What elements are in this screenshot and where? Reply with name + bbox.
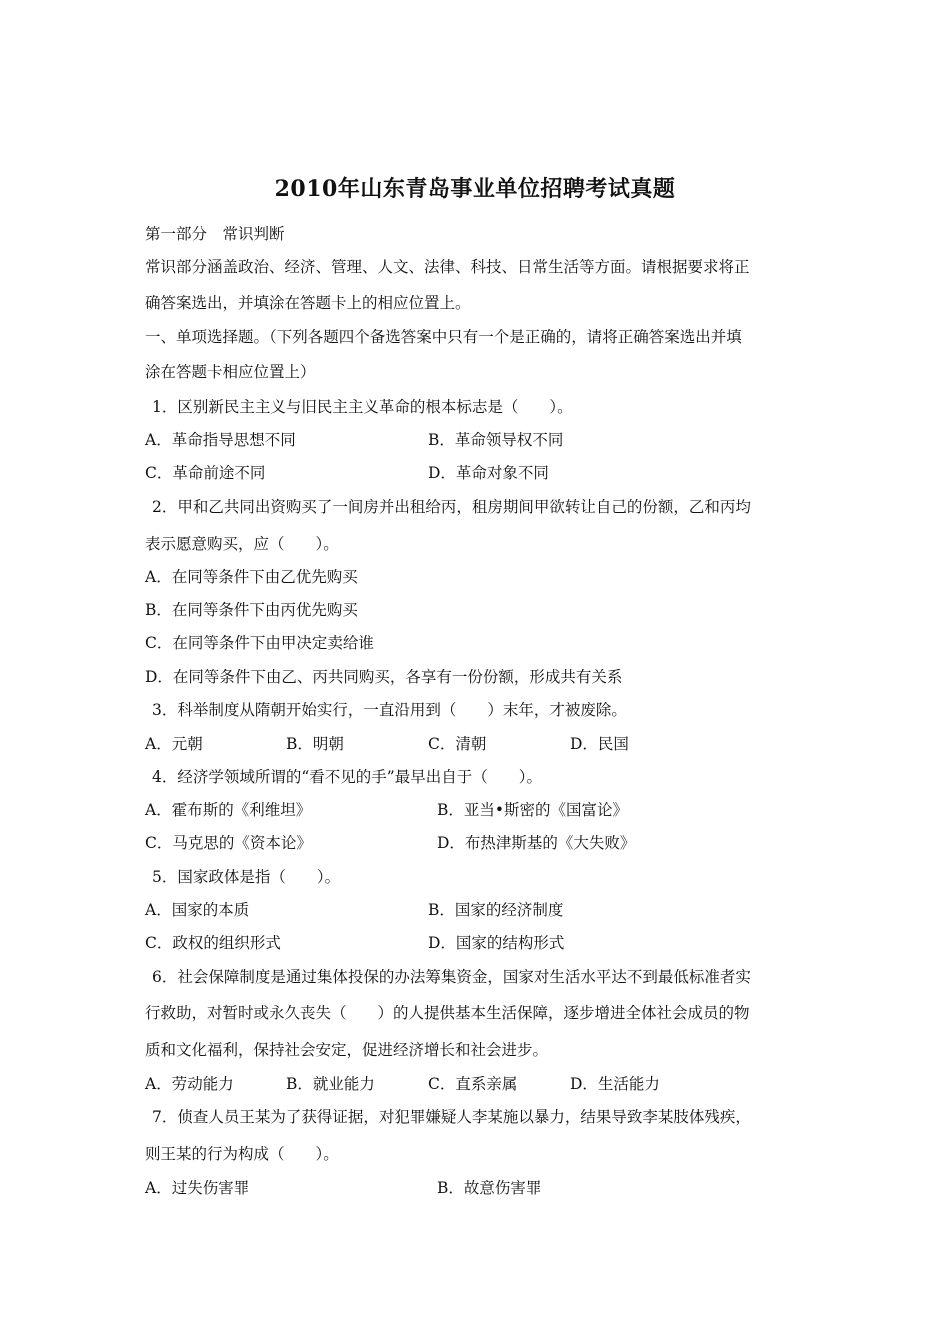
option-a: A．革命指导思想不同 <box>145 431 296 449</box>
option-b: B．就业能力 <box>286 1075 375 1093</box>
question-stem: 则王某的行为构成（ ）。 <box>145 1145 339 1163</box>
option-d: D．革命对象不同 <box>428 464 549 482</box>
question-stem: 3．科举制度从隋朝开始实行，一直沿用到（ ）末年，才被废除。 <box>152 701 627 719</box>
option-c: C．革命前途不同 <box>145 464 266 482</box>
document-title: 2010年山东青岛事业单位招聘考试真题 <box>274 176 676 202</box>
option-a: A．元朝 <box>145 735 203 753</box>
option-a: A．霍布斯的《利维坦》 <box>145 801 312 819</box>
option-b: B．明朝 <box>286 735 344 753</box>
intro-line: 常识部分涵盖政治、经济、管理、人文、法律、科技、日常生活等方面。请根据要求将正 <box>145 258 750 276</box>
option-b: B．故意伤害罪 <box>437 1179 542 1197</box>
instruction-line: 涂在答题卡相应位置上） <box>145 363 316 381</box>
option-a: A．劳动能力 <box>145 1075 234 1093</box>
question-stem: 6．社会保障制度是通过集体投保的办法筹集资金，国家对生活水平达不到最低标准者实 <box>152 968 751 986</box>
option-d: D．民国 <box>570 735 629 753</box>
instruction-line: 一、单项选择题。（下列各题四个备选答案中只有一个是正确的，请将正确答案选出并填 <box>145 328 742 346</box>
question-stem: 1．区别新民主主义与旧民主主义革命的根本标志是（ ）。 <box>152 398 573 416</box>
question-stem: 5．国家政体是指（ ）。 <box>152 868 341 886</box>
option-d: D．在同等条件下由乙、丙共同购买，各享有一份份额，形成共有关系 <box>145 668 623 686</box>
option-d: D．生活能力 <box>570 1075 660 1093</box>
question-stem: 2．甲和乙共同出资购买了一间房并出租给丙，租房期间甲欲转让自己的份额，乙和丙均 <box>152 498 751 516</box>
option-b: B．亚当•斯密的《国富论》 <box>437 801 629 819</box>
option-c: C．马克思的《资本论》 <box>145 834 312 852</box>
question-stem: 质和文化福利，保持社会安定，促进经济增长和社会进步。 <box>145 1041 549 1059</box>
option-c: C．直系亲属 <box>428 1075 518 1093</box>
option-b: B．在同等条件下由丙优先购买 <box>145 601 358 619</box>
option-b: B．国家的经济制度 <box>428 901 564 919</box>
option-a: A．国家的本质 <box>145 901 250 919</box>
option-c: C．清朝 <box>428 735 487 753</box>
section-heading: 第一部分 常识判断 <box>145 225 285 243</box>
option-a: A．在同等条件下由乙优先购买 <box>145 568 358 586</box>
option-d: D．国家的结构形式 <box>428 934 565 952</box>
option-d: D．布热津斯基的《大失败》 <box>437 834 636 852</box>
question-stem: 4．经济学领域所谓的“看不见的手”最早出自于（ ）。 <box>152 768 542 786</box>
option-c: C．政权的组织形式 <box>145 934 281 952</box>
option-b: B．革命领导权不同 <box>428 431 564 449</box>
question-stem: 7．侦查人员王某为了获得证据，对犯罪嫌疑人李某施以暴力，结果导致李某肢体残疾， <box>152 1108 751 1126</box>
question-stem: 行救助，对暂时或永久丧失（ ）的人提供基本生活保障，逐步增进全体社会成员的物 <box>145 1004 750 1022</box>
question-stem: 表示愿意购买，应（ ）。 <box>145 535 339 553</box>
option-a: A．过失伤害罪 <box>145 1179 250 1197</box>
intro-line: 确答案选出，并填涂在答题卡上的相应位置上。 <box>145 294 471 312</box>
option-c: C．在同等条件下由甲决定卖给谁 <box>145 634 374 652</box>
